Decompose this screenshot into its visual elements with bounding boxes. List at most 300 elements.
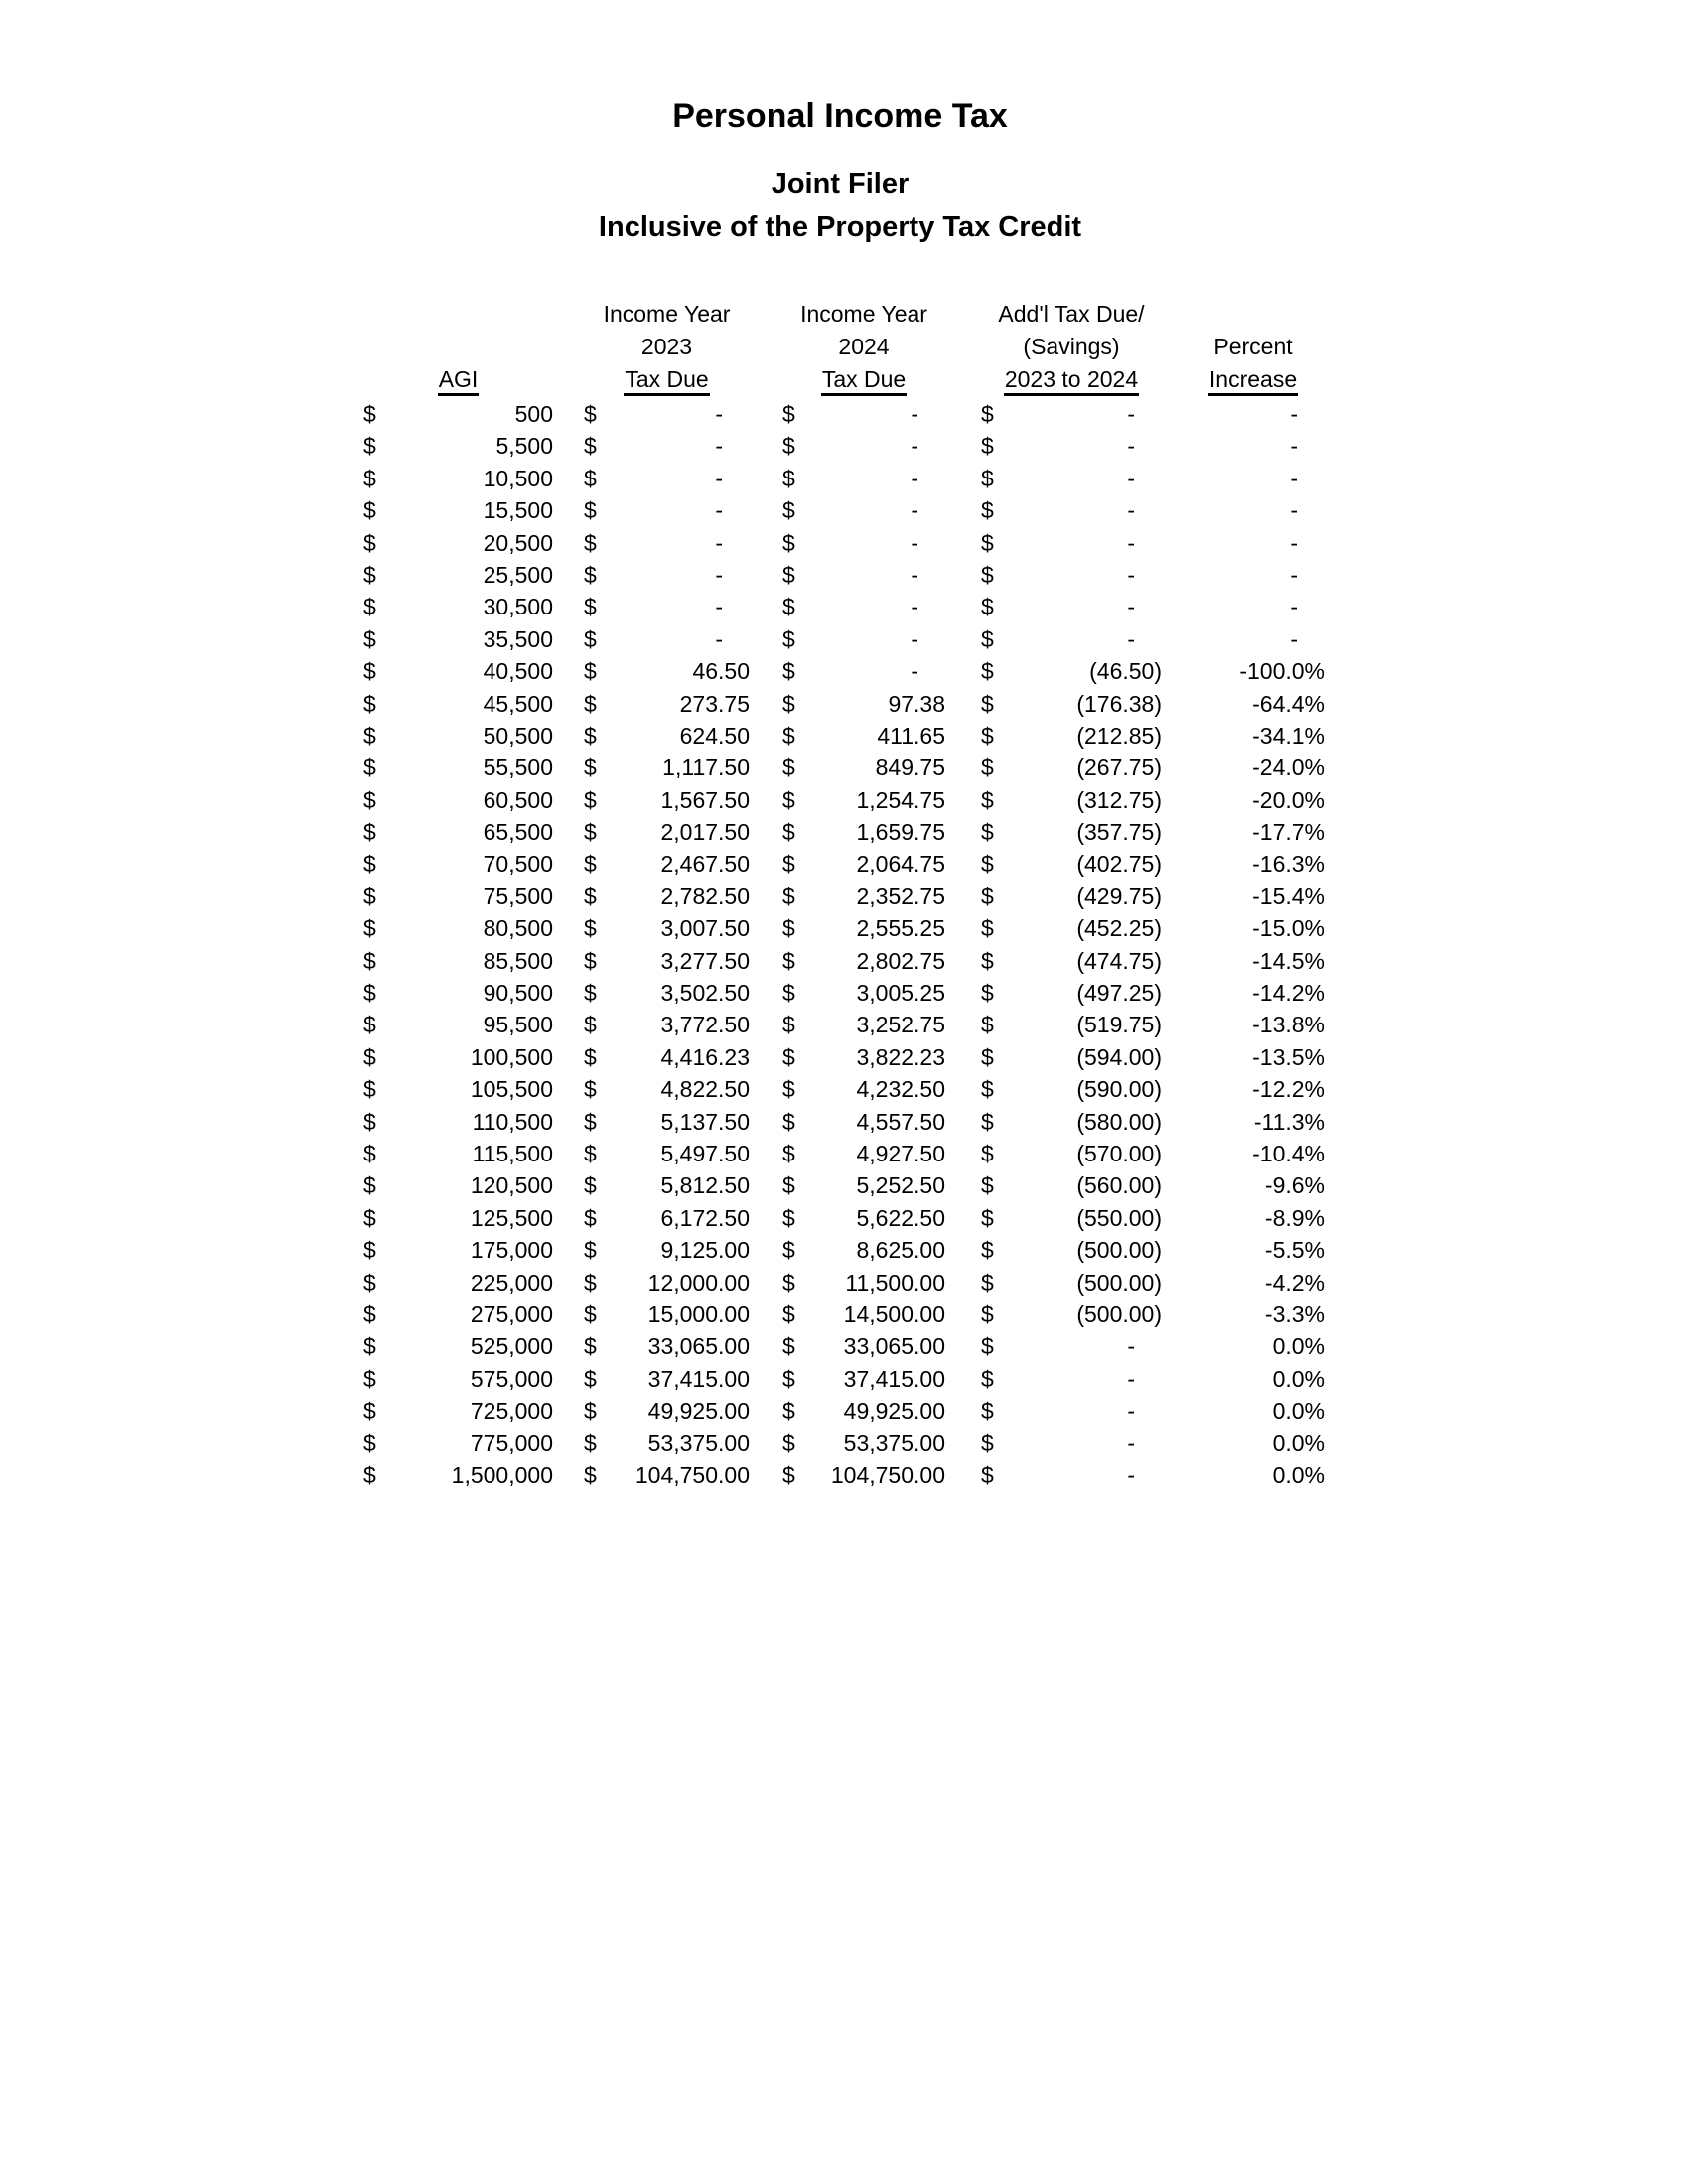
tax-2024-cell bbox=[782, 848, 945, 880]
dollar-sign: $ bbox=[363, 433, 376, 460]
tax-2023-value: 2,467.50 bbox=[660, 851, 750, 878]
dollar-sign: $ bbox=[782, 594, 795, 620]
dollar-sign: $ bbox=[981, 594, 994, 620]
addl-tax-cell bbox=[981, 1363, 1162, 1395]
addl-tax-cell bbox=[981, 848, 1162, 880]
addl-tax-value: - bbox=[1127, 1430, 1135, 1456]
tax-2023-value: 4,416.23 bbox=[660, 1043, 750, 1070]
table-row bbox=[363, 1395, 1325, 1427]
addl-tax-cell bbox=[981, 1138, 1162, 1169]
dollar-sign: $ bbox=[584, 1333, 597, 1360]
percent-value: 0.0% bbox=[1272, 1398, 1325, 1425]
tax-2024-cell bbox=[782, 623, 945, 655]
table-row bbox=[363, 527, 1325, 559]
agi-cell bbox=[363, 1234, 553, 1266]
addl-tax-value: (594.00) bbox=[1076, 1043, 1162, 1070]
tax-2024-value: 11,500.00 bbox=[845, 1269, 945, 1296]
percent-header-line3-label: Increase bbox=[1208, 366, 1298, 396]
addl-tax-header-line1-label: Add'l Tax Due/ bbox=[998, 301, 1145, 327]
addl-tax-value: (560.00) bbox=[1076, 1172, 1162, 1199]
table-row bbox=[363, 1363, 1325, 1395]
percent-value: - bbox=[1290, 401, 1298, 427]
tax-2023-cell bbox=[584, 1106, 750, 1138]
tax-2023-value: 9,125.00 bbox=[660, 1237, 750, 1264]
dollar-sign: $ bbox=[584, 1076, 597, 1103]
tax-2023-cell bbox=[584, 1267, 750, 1298]
agi-value: 120,500 bbox=[470, 1172, 553, 1199]
dollar-sign: $ bbox=[981, 1012, 994, 1038]
tax-2023-cell bbox=[584, 398, 750, 430]
agi-cell bbox=[363, 945, 553, 977]
percent-cell bbox=[1162, 1073, 1325, 1105]
addl-tax-value: (497.25) bbox=[1076, 980, 1162, 1007]
percent-cell bbox=[1162, 623, 1325, 655]
agi-value: 30,500 bbox=[483, 594, 553, 620]
agi-cell bbox=[363, 751, 553, 783]
dollar-sign: $ bbox=[363, 658, 376, 685]
page-title: Personal Income Tax bbox=[672, 97, 1008, 135]
tax-2024-cell bbox=[782, 1106, 945, 1138]
addl-tax-value: - bbox=[1127, 529, 1135, 556]
percent-value: -20.0% bbox=[1252, 786, 1325, 813]
tax-2023-value: 49,925.00 bbox=[647, 1398, 750, 1425]
addl-tax-header-line3-label: 2023 to 2024 bbox=[1004, 366, 1139, 396]
percent-value: 0.0% bbox=[1272, 1461, 1325, 1488]
tax-2023-value: 1,117.50 bbox=[662, 754, 750, 781]
dollar-sign: $ bbox=[782, 1300, 795, 1327]
table-header-row-3 bbox=[363, 363, 1325, 396]
dollar-sign: $ bbox=[782, 1430, 795, 1456]
agi-value: 110,500 bbox=[472, 1108, 553, 1135]
addl-tax-value: (550.00) bbox=[1076, 1204, 1162, 1231]
dollar-sign: $ bbox=[584, 1461, 597, 1488]
agi-value: 65,500 bbox=[483, 819, 553, 846]
dollar-sign: $ bbox=[782, 1076, 795, 1103]
dollar-sign: $ bbox=[584, 465, 597, 491]
dollar-sign: $ bbox=[782, 401, 795, 427]
addl-tax-value: - bbox=[1127, 1461, 1135, 1488]
dollar-sign: $ bbox=[363, 625, 376, 652]
addl-tax-cell bbox=[981, 527, 1162, 559]
addl-tax-value: (212.85) bbox=[1076, 722, 1162, 749]
tax-2023-value: - bbox=[715, 625, 723, 652]
tax-2023-cell bbox=[584, 1009, 750, 1040]
tax-2024-value: 104,750.00 bbox=[830, 1461, 945, 1488]
tax-2024-value: 33,065.00 bbox=[843, 1333, 945, 1360]
dollar-sign: $ bbox=[981, 1300, 994, 1327]
percent-value: - bbox=[1290, 529, 1298, 556]
dollar-sign: $ bbox=[363, 401, 376, 427]
addl-tax-cell bbox=[981, 1169, 1162, 1201]
dollar-sign: $ bbox=[363, 1076, 376, 1103]
percent-value: - bbox=[1290, 465, 1298, 491]
dollar-sign: $ bbox=[782, 1461, 795, 1488]
tax-2024-header-line2 bbox=[782, 331, 945, 363]
table-row bbox=[363, 1169, 1325, 1201]
tax-2024-header-line3 bbox=[782, 363, 945, 396]
dollar-sign: $ bbox=[782, 915, 795, 942]
percent-value: - bbox=[1290, 625, 1298, 652]
percent-value: 0.0% bbox=[1272, 1333, 1325, 1360]
dollar-sign: $ bbox=[363, 1237, 376, 1264]
tax-2024-cell bbox=[782, 463, 945, 494]
tax-2024-cell bbox=[782, 398, 945, 430]
tax-2024-cell bbox=[782, 591, 945, 622]
tax-2023-value: 273.75 bbox=[679, 690, 750, 717]
table-row bbox=[363, 1073, 1325, 1105]
tax-2023-value: 3,277.50 bbox=[660, 947, 750, 974]
dollar-sign: $ bbox=[363, 851, 376, 878]
dollar-sign: $ bbox=[981, 529, 994, 556]
agi-value: 100,500 bbox=[470, 1043, 553, 1070]
tax-2024-value: - bbox=[911, 401, 918, 427]
dollar-sign: $ bbox=[584, 754, 597, 781]
table-row bbox=[363, 784, 1325, 816]
agi-value: 45,500 bbox=[483, 690, 553, 717]
addl-tax-cell bbox=[981, 1202, 1162, 1234]
tax-2024-value: 411.65 bbox=[877, 722, 945, 749]
agi-cell bbox=[363, 848, 553, 880]
percent-cell bbox=[1162, 1363, 1325, 1395]
agi-value: 105,500 bbox=[470, 1076, 553, 1103]
agi-header bbox=[363, 363, 553, 396]
tax-2024-cell bbox=[782, 688, 945, 720]
dollar-sign: $ bbox=[981, 1076, 994, 1103]
percent-value: 0.0% bbox=[1272, 1365, 1325, 1392]
tax-2024-cell bbox=[782, 1267, 945, 1298]
agi-cell bbox=[363, 1428, 553, 1459]
addl-tax-cell bbox=[981, 1234, 1162, 1266]
tax-2023-cell bbox=[584, 977, 750, 1009]
tax-2023-cell bbox=[584, 463, 750, 494]
dollar-sign: $ bbox=[981, 1108, 994, 1135]
addl-tax-value: (570.00) bbox=[1076, 1140, 1162, 1166]
agi-cell bbox=[363, 655, 553, 687]
tax-2024-value: - bbox=[911, 465, 918, 491]
addl-tax-value: - bbox=[1127, 433, 1135, 460]
dollar-sign: $ bbox=[363, 1398, 376, 1425]
percent-cell bbox=[1162, 591, 1325, 622]
tax-2023-cell bbox=[584, 1138, 750, 1169]
tax-2024-value: 4,927.50 bbox=[856, 1140, 945, 1166]
addl-tax-value: (312.75) bbox=[1076, 786, 1162, 813]
agi-value: 775,000 bbox=[470, 1430, 553, 1456]
agi-value: 275,000 bbox=[470, 1300, 553, 1327]
agi-cell bbox=[363, 463, 553, 494]
tax-2023-value: 624.50 bbox=[679, 722, 750, 749]
agi-value: 55,500 bbox=[483, 754, 553, 781]
tax-2023-value: 2,782.50 bbox=[660, 883, 750, 909]
agi-value: 225,000 bbox=[470, 1269, 553, 1296]
tax-2024-cell bbox=[782, 655, 945, 687]
dollar-sign: $ bbox=[363, 1269, 376, 1296]
addl-tax-cell bbox=[981, 945, 1162, 977]
agi-cell bbox=[363, 1169, 553, 1201]
dollar-sign: $ bbox=[782, 529, 795, 556]
dollar-sign: $ bbox=[584, 947, 597, 974]
addl-tax-cell bbox=[981, 881, 1162, 912]
table-row bbox=[363, 398, 1325, 430]
agi-cell bbox=[363, 1138, 553, 1169]
dollar-sign: $ bbox=[584, 1043, 597, 1070]
dollar-sign: $ bbox=[782, 433, 795, 460]
percent-cell bbox=[1162, 881, 1325, 912]
tax-2023-value: 104,750.00 bbox=[634, 1461, 750, 1488]
dollar-sign: $ bbox=[584, 915, 597, 942]
tax-2024-cell bbox=[782, 1395, 945, 1427]
percent-cell bbox=[1162, 1395, 1325, 1427]
percent-value: -16.3% bbox=[1252, 851, 1325, 878]
tax-2023-cell bbox=[584, 881, 750, 912]
dollar-sign: $ bbox=[782, 1333, 795, 1360]
tax-2023-cell bbox=[584, 527, 750, 559]
agi-value: 20,500 bbox=[483, 529, 553, 556]
table-row bbox=[363, 688, 1325, 720]
dollar-sign: $ bbox=[584, 1300, 597, 1327]
agi-cell bbox=[363, 1330, 553, 1362]
tax-2024-value: - bbox=[911, 625, 918, 652]
dollar-sign: $ bbox=[363, 529, 376, 556]
agi-header-spacer bbox=[363, 298, 553, 331]
table-row bbox=[363, 559, 1325, 591]
agi-cell bbox=[363, 1106, 553, 1138]
tax-2024-cell bbox=[782, 912, 945, 944]
tax-2023-cell bbox=[584, 1330, 750, 1362]
agi-cell bbox=[363, 494, 553, 526]
percent-cell bbox=[1162, 559, 1325, 591]
tax-2023-header-line2 bbox=[584, 331, 750, 363]
agi-cell bbox=[363, 1395, 553, 1427]
tax-2023-cell bbox=[584, 591, 750, 622]
dollar-sign: $ bbox=[363, 786, 376, 813]
dollar-sign: $ bbox=[981, 819, 994, 846]
dollar-sign: $ bbox=[782, 1269, 795, 1296]
dollar-sign: $ bbox=[584, 1398, 597, 1425]
percent-cell bbox=[1162, 527, 1325, 559]
addl-tax-cell bbox=[981, 398, 1162, 430]
dollar-sign: $ bbox=[584, 401, 597, 427]
tax-2024-cell bbox=[782, 1138, 945, 1169]
dollar-sign: $ bbox=[584, 625, 597, 652]
tax-2023-cell bbox=[584, 688, 750, 720]
agi-cell bbox=[363, 1202, 553, 1234]
tax-2024-value: 2,555.25 bbox=[856, 915, 945, 942]
tax-2024-value: 53,375.00 bbox=[843, 1430, 945, 1456]
percent-cell bbox=[1162, 688, 1325, 720]
tax-2023-value: - bbox=[715, 561, 723, 588]
tax-2023-cell bbox=[584, 720, 750, 751]
dollar-sign: $ bbox=[981, 1461, 994, 1488]
percent-cell bbox=[1162, 1202, 1325, 1234]
dollar-sign: $ bbox=[782, 883, 795, 909]
dollar-sign: $ bbox=[981, 1237, 994, 1264]
tax-2023-value: - bbox=[715, 497, 723, 524]
percent-value: - bbox=[1290, 497, 1298, 524]
agi-value: 5,500 bbox=[495, 433, 553, 460]
addl-tax-cell bbox=[981, 1459, 1162, 1491]
tax-2024-value: 3,822.23 bbox=[856, 1043, 945, 1070]
agi-value: 75,500 bbox=[483, 883, 553, 909]
tax-2023-value: 5,812.50 bbox=[660, 1172, 750, 1199]
dollar-sign: $ bbox=[782, 1172, 795, 1199]
dollar-sign: $ bbox=[981, 851, 994, 878]
agi-cell bbox=[363, 1459, 553, 1491]
tax-2023-value: 37,415.00 bbox=[647, 1365, 750, 1392]
agi-value: 35,500 bbox=[483, 625, 553, 652]
addl-tax-cell bbox=[981, 1106, 1162, 1138]
percent-value: -64.4% bbox=[1252, 690, 1325, 717]
tax-2023-cell bbox=[584, 1073, 750, 1105]
addl-tax-cell bbox=[981, 1009, 1162, 1040]
tax-2024-cell bbox=[782, 1202, 945, 1234]
percent-cell bbox=[1162, 1106, 1325, 1138]
dollar-sign: $ bbox=[782, 497, 795, 524]
tax-2023-cell bbox=[584, 1428, 750, 1459]
percent-cell bbox=[1162, 816, 1325, 848]
agi-cell bbox=[363, 784, 553, 816]
table-row bbox=[363, 623, 1325, 655]
tax-2024-value: 37,415.00 bbox=[843, 1365, 945, 1392]
percent-value: -14.2% bbox=[1252, 980, 1325, 1007]
percent-cell bbox=[1162, 848, 1325, 880]
addl-tax-cell bbox=[981, 494, 1162, 526]
addl-tax-value: - bbox=[1127, 561, 1135, 588]
table-row bbox=[363, 977, 1325, 1009]
tax-table bbox=[363, 298, 1325, 1491]
addl-tax-cell bbox=[981, 751, 1162, 783]
agi-cell bbox=[363, 977, 553, 1009]
agi-header-spacer-2 bbox=[363, 331, 553, 363]
dollar-sign: $ bbox=[584, 529, 597, 556]
table-row bbox=[363, 1106, 1325, 1138]
percent-value: -13.8% bbox=[1252, 1012, 1325, 1038]
dollar-sign: $ bbox=[363, 819, 376, 846]
dollar-sign: $ bbox=[981, 1172, 994, 1199]
dollar-sign: $ bbox=[584, 658, 597, 685]
addl-tax-cell bbox=[981, 816, 1162, 848]
dollar-sign: $ bbox=[584, 722, 597, 749]
dollar-sign: $ bbox=[782, 722, 795, 749]
tax-2023-cell bbox=[584, 1363, 750, 1395]
tax-2024-cell bbox=[782, 1363, 945, 1395]
table-row bbox=[363, 1138, 1325, 1169]
dollar-sign: $ bbox=[363, 1300, 376, 1327]
tax-2024-cell bbox=[782, 559, 945, 591]
addl-tax-value: - bbox=[1127, 625, 1135, 652]
tax-2024-cell bbox=[782, 945, 945, 977]
dollar-sign: $ bbox=[782, 1140, 795, 1166]
table-row bbox=[363, 463, 1325, 494]
table-row bbox=[363, 816, 1325, 848]
addl-tax-value: (500.00) bbox=[1076, 1269, 1162, 1296]
agi-cell bbox=[363, 912, 553, 944]
percent-value: - bbox=[1290, 433, 1298, 460]
tax-2024-header-line1 bbox=[782, 298, 945, 331]
table-row bbox=[363, 1202, 1325, 1234]
dollar-sign: $ bbox=[584, 1140, 597, 1166]
tax-2024-value: 2,802.75 bbox=[856, 947, 945, 974]
table-row bbox=[363, 1234, 1325, 1266]
percent-value: -13.5% bbox=[1252, 1043, 1325, 1070]
dollar-sign: $ bbox=[782, 1012, 795, 1038]
percent-value: -9.6% bbox=[1264, 1172, 1325, 1199]
table-row bbox=[363, 591, 1325, 622]
percent-cell bbox=[1162, 945, 1325, 977]
agi-cell bbox=[363, 1298, 553, 1330]
agi-cell bbox=[363, 591, 553, 622]
agi-cell bbox=[363, 527, 553, 559]
tax-2024-cell bbox=[782, 881, 945, 912]
addl-tax-header-line3 bbox=[981, 363, 1162, 396]
table-body bbox=[363, 398, 1325, 1491]
tax-2024-cell bbox=[782, 1428, 945, 1459]
tax-2024-cell bbox=[782, 1073, 945, 1105]
tax-2023-cell bbox=[584, 1202, 750, 1234]
percent-cell bbox=[1162, 398, 1325, 430]
percent-cell bbox=[1162, 430, 1325, 462]
dollar-sign: $ bbox=[363, 1140, 376, 1166]
tax-2023-value: 5,497.50 bbox=[660, 1140, 750, 1166]
dollar-sign: $ bbox=[981, 625, 994, 652]
tax-2023-value: 5,137.50 bbox=[660, 1108, 750, 1135]
tax-2023-value: 12,000.00 bbox=[647, 1269, 750, 1296]
agi-value: 500 bbox=[514, 401, 553, 427]
dollar-sign: $ bbox=[363, 1333, 376, 1360]
dollar-sign: $ bbox=[363, 1204, 376, 1231]
agi-cell bbox=[363, 688, 553, 720]
addl-tax-value: (429.75) bbox=[1076, 883, 1162, 909]
tax-2023-value: - bbox=[715, 433, 723, 460]
addl-tax-cell bbox=[981, 1395, 1162, 1427]
addl-tax-value: - bbox=[1127, 465, 1135, 491]
tax-2023-value: - bbox=[715, 465, 723, 491]
tax-2023-cell bbox=[584, 655, 750, 687]
dollar-sign: $ bbox=[981, 722, 994, 749]
tax-2024-value: 5,252.50 bbox=[856, 1172, 945, 1199]
dollar-sign: $ bbox=[782, 1365, 795, 1392]
dollar-sign: $ bbox=[981, 658, 994, 685]
agi-value: 95,500 bbox=[483, 1012, 553, 1038]
tax-2023-header-line2-label: 2023 bbox=[640, 334, 693, 359]
addl-tax-cell bbox=[981, 784, 1162, 816]
tax-2024-value: 3,005.25 bbox=[856, 980, 945, 1007]
dollar-sign: $ bbox=[981, 947, 994, 974]
tax-2023-value: - bbox=[715, 529, 723, 556]
tax-2023-cell bbox=[584, 912, 750, 944]
tax-2023-header-line3-label: Tax Due bbox=[624, 366, 709, 396]
percent-cell bbox=[1162, 463, 1325, 494]
tax-2023-value: 2,017.50 bbox=[660, 819, 750, 846]
percent-value: 0.0% bbox=[1272, 1430, 1325, 1456]
addl-tax-cell bbox=[981, 977, 1162, 1009]
dollar-sign: $ bbox=[363, 1365, 376, 1392]
dollar-sign: $ bbox=[782, 754, 795, 781]
dollar-sign: $ bbox=[981, 754, 994, 781]
agi-value: 80,500 bbox=[483, 915, 553, 942]
agi-cell bbox=[363, 1041, 553, 1073]
addl-tax-cell bbox=[981, 623, 1162, 655]
dollar-sign: $ bbox=[782, 465, 795, 491]
agi-cell bbox=[363, 623, 553, 655]
agi-value: 60,500 bbox=[483, 786, 553, 813]
dollar-sign: $ bbox=[782, 947, 795, 974]
tax-2024-cell bbox=[782, 1234, 945, 1266]
tax-2023-cell bbox=[584, 945, 750, 977]
addl-tax-cell bbox=[981, 591, 1162, 622]
percent-cell bbox=[1162, 1169, 1325, 1201]
dollar-sign: $ bbox=[584, 1430, 597, 1456]
tax-2023-value: 15,000.00 bbox=[647, 1300, 750, 1327]
